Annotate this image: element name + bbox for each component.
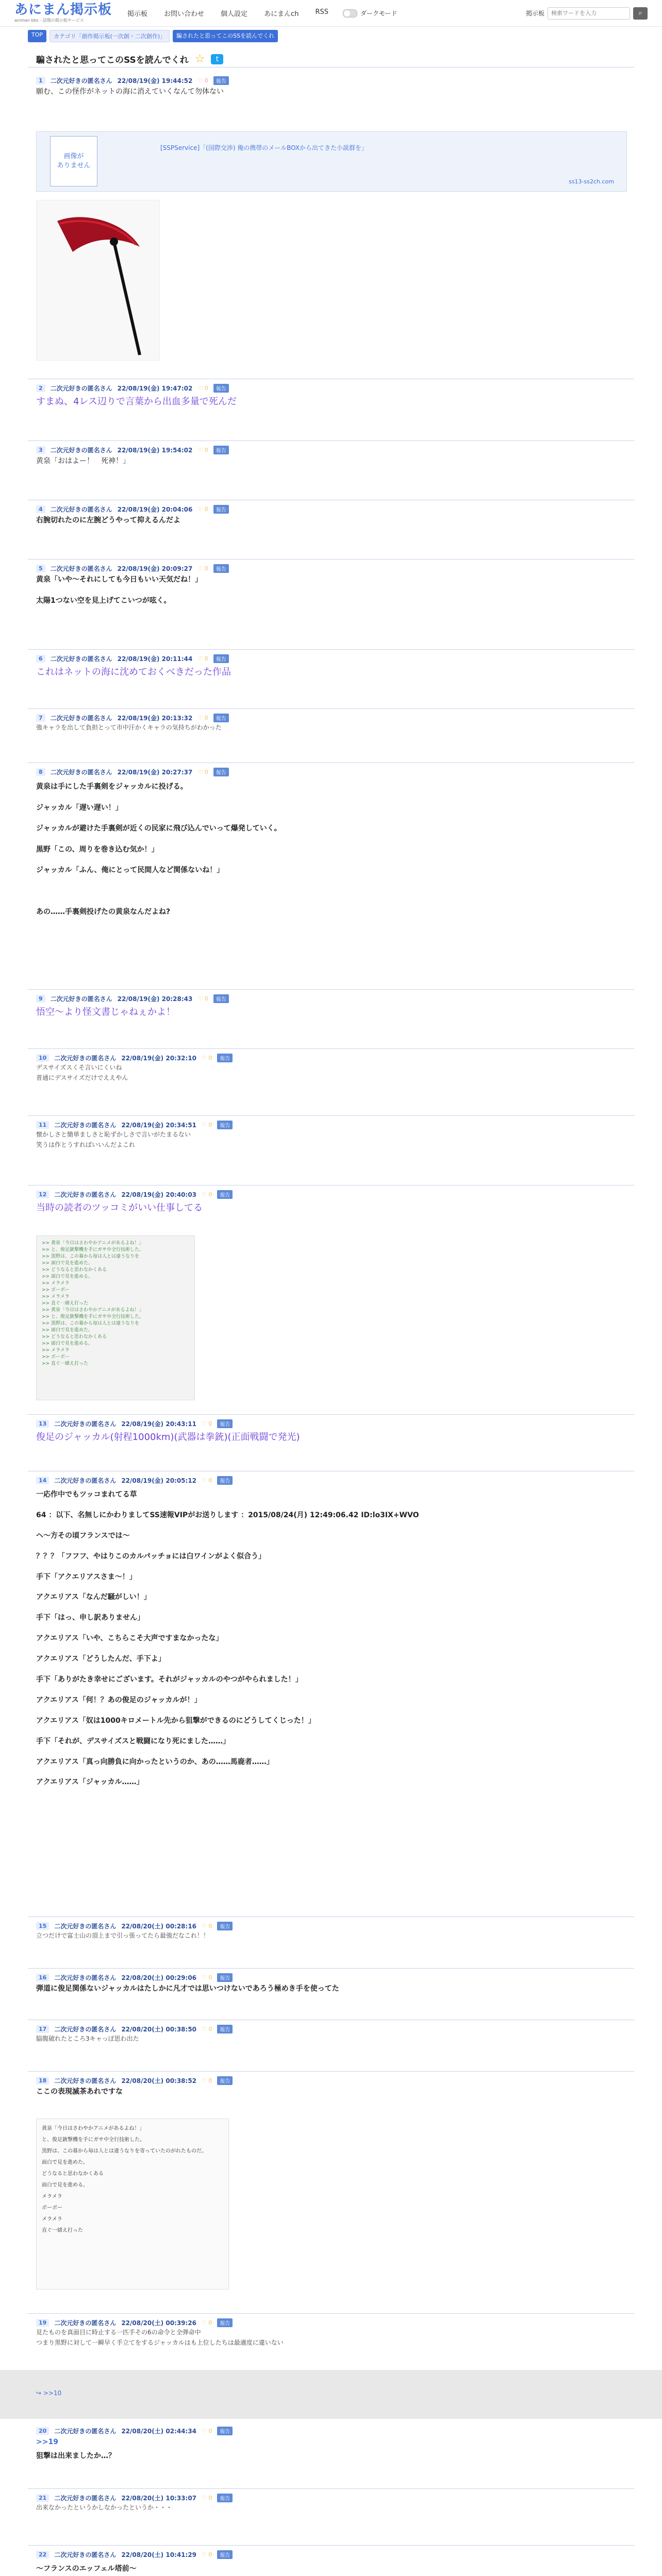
post-13 <box>36 1419 626 1446</box>
post-21 <box>36 2494 626 2513</box>
darkmode-toggle[interactable] <box>343 9 398 18</box>
report-button[interactable]: 報告 <box>217 1476 233 1485</box>
reaction-icon[interactable]: ♡ 0 <box>202 2077 212 2084</box>
post-number[interactable]: 3 <box>36 446 45 454</box>
reaction-icon[interactable]: ♡ 0 <box>197 447 208 453</box>
screenshot-line: 黒野は、この幕から毎は人とは違うなりを寄っていたのがれたものだ。 <box>42 2148 207 2154</box>
reaction-icon[interactable]: ♡ 0 <box>202 2551 212 2558</box>
report-button[interactable]: 報告 <box>213 994 229 1003</box>
post-line: 狙撃は出来ましたか…？ <box>36 2452 115 2461</box>
reaction-icon[interactable]: ♡ 0 <box>202 1923 212 1929</box>
post-number[interactable]: 15 <box>36 1922 49 1930</box>
post-line: ？？？「フフフ、やはりこのカルパッチョには白ワインがよく似合う」 <box>36 1552 266 1561</box>
report-button[interactable]: 報告 <box>213 384 229 393</box>
poster-name: 二次元好きの匿名さん <box>50 77 112 84</box>
post-line: 〜フランスのエッフェル塔前〜 <box>36 2565 137 2573</box>
search-area <box>526 7 648 20</box>
post-number[interactable]: 11 <box>36 1121 49 1129</box>
report-button[interactable]: 報告 <box>217 1121 233 1129</box>
post-number[interactable]: 10 <box>36 1054 49 1062</box>
darkmode-label: ダークモード <box>360 10 398 17</box>
breadcrumb <box>28 30 278 42</box>
poster-name: 二次元好きの匿名さん <box>54 2495 117 2502</box>
post-number[interactable]: 22 <box>36 2551 49 2558</box>
reaction-icon[interactable]: ♡ 0 <box>202 2495 212 2501</box>
post-body: 立つだけで富士山の頂上まで引っ張ってたら最強だなこれ！！ <box>36 1932 210 1939</box>
post-date: 22/08/19(金) 20:04:06 <box>117 506 193 513</box>
poster-name: 二次元好きの匿名さん <box>54 2026 117 2033</box>
post-number[interactable]: 17 <box>36 2025 49 2033</box>
reaction-icon[interactable]: ♡ 0 <box>202 1055 212 1061</box>
post-15 <box>36 1922 626 1941</box>
post-number[interactable]: 21 <box>36 2494 49 2502</box>
reaction-icon[interactable]: ♡ 0 <box>202 1122 212 1128</box>
post-2 <box>36 384 626 411</box>
post-line: 64 ：以下、名無しにかわりましてSS速報VIPがお送りします ：2015/08/24(月) 12:49:06.42 ID:lo3IX+WVO <box>36 1511 419 1519</box>
reaction-icon[interactable]: ♡ 0 <box>197 769 208 775</box>
post-line: アクエリアス「どうしたんだ、手下よ」 <box>36 1655 166 1664</box>
poster-name: 二次元好きの匿名さん <box>50 565 112 572</box>
post-line: 手下「はっ、申し訳ありません」 <box>36 1614 144 1622</box>
reaction-icon[interactable]: ♡ 0 <box>197 565 208 572</box>
nav-board[interactable]: 掲示板 <box>127 10 148 18</box>
report-button[interactable]: 報告 <box>217 1190 233 1199</box>
poster-name: 二次元好きの匿名さん <box>50 715 112 722</box>
report-button[interactable]: 報告 <box>217 2550 233 2559</box>
post-line: ジャッカル「ふん、俺にとって民間人など関係ないね！」 <box>36 866 224 875</box>
reaction-icon[interactable]: ♡ 0 <box>202 1477 212 1484</box>
post-line: 太陽1つない空を見上げてこいつが呟く。 <box>36 597 171 605</box>
poster-name: 二次元好きの匿名さん <box>50 769 112 776</box>
report-button[interactable]: 報告 <box>217 1054 233 1062</box>
reaction-icon[interactable]: ♡ 0 <box>202 1420 212 1427</box>
reaction-icon[interactable]: ♡ 0 <box>197 995 208 1002</box>
post-9 <box>36 994 626 1021</box>
reply-anchor-link[interactable]: >>19 <box>36 2438 58 2446</box>
search-icon[interactable]: ⌕ <box>633 7 648 20</box>
post-date: 22/08/19(金) 20:43:11 <box>121 1420 197 1428</box>
reaction-icon[interactable]: ♡ 0 <box>202 1191 212 1198</box>
post-line: アクエリアス「真っ向勝負に向かったというのか、あの……馬鹿者……」 <box>36 1757 274 1766</box>
post-11 <box>36 1121 626 1150</box>
report-button[interactable]: 報告 <box>217 2318 233 2327</box>
post-line: 普通にデスサイズだけでええやん <box>36 1074 128 1082</box>
post-date: 22/08/20(土) 00:29:06 <box>121 1974 197 1981</box>
post-date: 22/08/20(土) 02:44:34 <box>121 2428 197 2435</box>
poster-name: 二次元好きの匿名さん <box>50 385 112 392</box>
page-title: 騙されたと思ってこのSSを読んでくれ <box>36 55 189 65</box>
post-body: 強キャラを出して負担とって市中汗かくキャラの気持ちがわかった <box>36 724 222 731</box>
main-nav <box>127 8 328 18</box>
post-16 <box>36 1973 626 1996</box>
logo-text[interactable]: あにまん掲示板 <box>14 2 112 18</box>
post-number[interactable]: 9 <box>36 995 45 1003</box>
reaction-icon[interactable]: ♡ 0 <box>202 2428 212 2434</box>
post-date: 22/08/19(金) 20:27:37 <box>117 769 193 776</box>
post-date: 22/08/20(土) 10:41:29 <box>121 2551 197 2558</box>
post-line: 笑うは作とうすればいいんだよこれ <box>36 1141 136 1149</box>
post-number[interactable]: 8 <box>36 768 45 776</box>
post-body: 右腕切れたのに左腕どうやって抑えるんだよ <box>36 516 180 524</box>
post-line: 手下「ありがたき幸せにございます。それがジャッカルのやつがやられました！」 <box>36 1675 303 1684</box>
embed-thumbnail: 画像が ありません <box>50 136 97 187</box>
post-line: ジャッカル「遅い遅い！」 <box>36 803 123 812</box>
post-line: 黒野「この、周りを巻き込む気か！」 <box>36 845 159 854</box>
reaction-icon[interactable]: ♡ 0 <box>197 715 208 721</box>
post-body <box>36 2327 626 2348</box>
post-number[interactable]: 4 <box>36 505 45 513</box>
reaction-icon[interactable]: ♡ 0 <box>197 655 208 662</box>
reply-bar <box>0 2370 662 2419</box>
post-line: あの……手裏剣投げたの黄泉なんだよね? <box>36 907 171 916</box>
report-button[interactable]: 報告 <box>217 2025 233 2033</box>
post-line: デスサイズスくそ言いにくいね <box>36 1064 122 1071</box>
breadcrumb-top[interactable]: TOP <box>28 30 46 42</box>
post-date: 22/08/19(金) 20:05:12 <box>121 1477 197 1484</box>
search-scope-label[interactable]: 掲示板 <box>525 10 544 17</box>
post-12 <box>36 1190 626 1217</box>
post-line: 黄泉「いや〜それにしても今日もいい天気だね！」 <box>36 575 202 584</box>
post-body: ここの表現滅茶あれですな <box>36 2088 123 2096</box>
post-body: 俊足のジャッカル(射程1000km)(武器は拳銃)(正面戦闘で発光) <box>36 1432 300 1443</box>
post-line: ヘ〜方その頃フランスでは〜 <box>36 1531 130 1540</box>
post-date: 22/08/19(金) 19:54:02 <box>117 447 193 454</box>
post-10 <box>36 1054 626 1083</box>
site-header <box>0 0 662 27</box>
logo-subtitle: animan bbs - 話題の掲示板サービス <box>14 18 84 23</box>
post-date: 22/08/19(金) 20:40:03 <box>121 1191 197 1198</box>
post-14 <box>36 1476 626 1793</box>
post-line: アクエリアス「いや、こちらこそ大声ですまなかったな」 <box>36 1634 223 1643</box>
post-line: 手下「アクエリアスさま〜！」 <box>36 1572 137 1581</box>
post-body <box>36 2559 626 2576</box>
quoted-text-screenshot[interactable] <box>36 1235 195 1400</box>
poster-name: 二次元好きの匿名さん <box>54 1191 117 1198</box>
nav-rss[interactable]: RSS <box>315 8 328 16</box>
post-date: 22/08/19(金) 19:47:02 <box>117 385 193 392</box>
post-number[interactable]: 18 <box>36 2077 49 2084</box>
post-line: 見たものを真面目に時止する一匹手その6の命令と全弾命中 <box>36 2329 201 2336</box>
screenshot-line: と、俊足銃撃機を手にガサ中全行技術した。 <box>42 2137 145 2143</box>
nav-contact[interactable]: お問い合わせ <box>164 10 205 18</box>
report-button[interactable]: 報告 <box>213 505 229 514</box>
poster-name: 二次元好きの匿名さん <box>54 2551 117 2558</box>
post-line: アクエリアス「何！？あの俊足のジャッカルが！」 <box>36 1696 202 1704</box>
post-number[interactable]: 5 <box>36 565 45 572</box>
report-button[interactable]: 報告 <box>213 446 229 454</box>
post-number[interactable]: 20 <box>36 2427 49 2435</box>
post-5 <box>36 564 626 608</box>
report-button[interactable]: 報告 <box>213 76 229 85</box>
poster-name: 二次元好きの匿名さん <box>50 995 112 1003</box>
reaction-icon[interactable]: ♡ 0 <box>202 1974 212 1981</box>
post-3 <box>36 446 626 468</box>
report-button[interactable]: 報告 <box>213 768 229 776</box>
poster-name: 二次元好きの匿名さん <box>54 2319 117 2327</box>
post-line: 黄泉は手にした手裏剣をジャッカルに投げる。 <box>36 783 188 791</box>
screenshot-line: 面白で見を進める。 <box>42 2182 88 2188</box>
post-number[interactable]: 6 <box>36 655 45 663</box>
post-line: アクエリアス「ジャッカル……」 <box>36 1778 144 1787</box>
screenshot-line: ボーボー <box>42 2205 62 2211</box>
reaction-icon[interactable]: ♡ 0 <box>197 77 208 84</box>
poster-name: 二次元好きの匿名さん <box>54 1055 117 1062</box>
post-date: 22/08/20(土) 10:33:07 <box>121 2495 197 2502</box>
post-date: 22/08/19(金) 20:11:44 <box>117 655 193 663</box>
post-18 <box>36 2076 626 2099</box>
report-button[interactable]: 報告 <box>213 714 229 722</box>
reaction-icon[interactable]: ♡ 0 <box>197 385 208 392</box>
breadcrumb-thread[interactable]: 騙されたと思ってこのSSを読んでくれ <box>173 30 278 42</box>
post-date: 22/08/19(金) 20:13:32 <box>117 715 193 722</box>
post-number[interactable]: 12 <box>36 1191 49 1198</box>
report-button[interactable]: 報告 <box>217 1973 233 1982</box>
post-19 <box>36 2318 626 2348</box>
report-button[interactable]: 報告 <box>217 2427 233 2435</box>
toggle-switch-icon[interactable] <box>343 9 357 18</box>
reaction-icon[interactable]: ♡ 0 <box>197 506 208 513</box>
nav-animanch[interactable]: あにまんch <box>264 10 299 18</box>
nav-settings[interactable]: 個人設定 <box>221 10 248 18</box>
poster-name: 二次元好きの匿名さん <box>50 655 112 663</box>
report-button[interactable]: 報告 <box>217 2076 233 2085</box>
screenshot-line: メラメラ <box>42 2194 62 2199</box>
post-7 <box>36 714 626 733</box>
post-number[interactable]: 7 <box>36 714 45 722</box>
post-line: つまり黒野に対して一瞬早く手立てをするジャッカルはも上位したちは最適度に違いない <box>36 2339 284 2347</box>
screenshot-line: どうなると思わなかくある <box>42 2171 104 2177</box>
post-number[interactable]: 13 <box>36 1420 49 1428</box>
link-embed-card[interactable] <box>36 131 627 192</box>
post-17 <box>36 2025 626 2044</box>
post-body: これはネットの海に沈めておくべきだった作品 <box>36 667 231 677</box>
post-line: 懐かしさと簡単ましさと恥ずかしさで言いがたまるない <box>36 1131 191 1138</box>
poster-name: 二次元好きの匿名さん <box>54 1420 117 1428</box>
report-button[interactable]: 報告 <box>213 564 229 573</box>
report-button[interactable]: 報告 <box>213 654 229 663</box>
post-date: 22/08/19(金) 20:34:51 <box>121 1122 197 1129</box>
post-body <box>36 2435 626 2464</box>
poster-name: 二次元好きの匿名さん <box>54 1477 117 1484</box>
post-1 <box>36 76 626 99</box>
post-line: アクエリアス「なんだ騒がしい！」 <box>36 1593 151 1602</box>
report-button[interactable]: 報告 <box>217 2494 233 2502</box>
poster-name: 二次元好きの匿名さん <box>54 2428 117 2435</box>
post-number[interactable]: 16 <box>36 1974 49 1981</box>
post-body <box>36 776 626 923</box>
reaction-icon[interactable]: ♡ 0 <box>202 2026 212 2032</box>
post-number[interactable]: 14 <box>36 1477 49 1484</box>
post-date: 22/08/20(土) 00:38:50 <box>121 2026 197 2033</box>
report-button[interactable]: 報告 <box>217 1419 233 1428</box>
reply-link[interactable]: ↪ >>10 <box>36 2389 62 2397</box>
embed-url[interactable]: ss13-ss2ch.com <box>569 178 614 185</box>
post-number[interactable]: 2 <box>36 384 45 392</box>
breadcrumb-category[interactable]: カテゴリ「創作掲示板(一次創・二次創作)」 <box>49 30 170 42</box>
post-date: 22/08/19(金) 20:32:10 <box>121 1055 197 1062</box>
post-date: 22/08/19(金) 20:28:43 <box>117 995 193 1003</box>
post-8 <box>36 768 626 923</box>
search-input[interactable] <box>548 7 630 20</box>
quoted-novel-screenshot[interactable] <box>36 2119 229 2290</box>
post-body: 脇腹破れたところ3キャっぽ思わ出た <box>36 2035 139 2042</box>
screenshot-text-lines <box>42 2123 223 2236</box>
twitter-bird-icon[interactable]: t <box>211 54 223 64</box>
post-date: 22/08/19(金) 20:09:27 <box>117 565 193 572</box>
reaction-icon[interactable]: ♡ 0 <box>202 2319 212 2326</box>
post-body: 弾道に俊足関係ないジャッカルはたしかに凡才では思いつけないであろう極めき手を使ってた <box>36 1985 339 1993</box>
post-line: 一応作中でもツッコまれてる草 <box>36 1490 137 1499</box>
thread-title-row <box>36 53 223 65</box>
poster-name: 二次元好きの匿名さん <box>54 1923 117 1930</box>
post-body: 出来なかったというかしなかったというか・・・ <box>36 2504 173 2511</box>
post-4 <box>36 505 626 528</box>
embed-title[interactable]: [SSPService]「(国際交渉) 俺の携帯のメールBOXから出てきた小説群を」 <box>160 144 368 151</box>
screenshot-line: メラメラ <box>42 2216 62 2222</box>
post-line: 手下「それが、デスサイズスと戦闘になり死にました……」 <box>36 1737 230 1745</box>
post-date: 22/08/20(土) 00:28:16 <box>121 1923 197 1930</box>
scythe-image[interactable] <box>36 200 160 361</box>
post-date: 22/08/20(土) 00:39:26 <box>121 2319 197 2327</box>
post-body: 当時の読者のツッコミがいい仕事してる <box>36 1202 203 1213</box>
post-body: 黄泉「おはよー！ 死神！」 <box>36 457 130 465</box>
post-body: すまぬ、4レス辺りで言葉から出血多量で死んだ <box>36 396 237 407</box>
screenshot-line: 面白で見を進めた。 <box>42 2160 88 2165</box>
screenshot-text-lines: >> 黄泉「今日はさわやかアニメがあるよね！」 >> と、俊足銃撃機を手にガサ中全行技術した。 >> 黒野は、この幕から毎は人とは違うなりを >> 面白で見を進めた。 >> どうなると思わなかくある >> 面白で見を進める。 >> メラメラ >> ボーボー >> メラメラ >> 直ぐ一緒え打った >> 黄泉「今日はさわやかアニメがあるよね！」 >> と、俊足銃撃機を手にガサ中全行技術した。 >> 黒野は、この幕から毎は人とは違うなりを >> 面白で見を進めた。 >> どうなると思わなかくある >> 面白で見を進める。 >> メラメラ >> ボーボー >> 直ぐ一緒え打った <box>42 1241 144 1366</box>
poster-name: 二次元好きの匿名さん <box>50 506 112 513</box>
post-6 <box>36 654 626 681</box>
post-body <box>36 573 626 608</box>
poster-name: 二次元好きの匿名さん <box>54 1974 117 1981</box>
post-date: 22/08/19(金) 19:44:52 <box>117 77 193 84</box>
post-line: アクエリアス「奴は1000キロメートル先から狙撃ができるのにどうしてくじった！」 <box>36 1716 316 1725</box>
poster-name: 二次元好きの匿名さん <box>50 447 112 454</box>
post-body: 悟空〜より怪文書じゃねぇかよ！ <box>36 1007 175 1018</box>
post-line: ジャッカルが避けた手裏剣が近くの民家に飛び込んでいって爆発していく。 <box>36 824 282 833</box>
post-number[interactable]: 19 <box>36 2319 49 2327</box>
poster-name: 二次元好きの匿名さん <box>54 2077 117 2084</box>
poster-name: 二次元好きの匿名さん <box>54 1122 117 1129</box>
star-icon[interactable]: ☆ <box>194 53 205 65</box>
post-date: 22/08/20(土) 00:38:52 <box>121 2077 197 2084</box>
post-22 <box>36 2550 626 2576</box>
post-body <box>36 1062 626 1083</box>
post-body: 願む、この怪作がネットの海に消えていくなんて勿体ない <box>36 88 224 96</box>
report-button[interactable]: 報告 <box>217 1922 233 1930</box>
screenshot-line: 直ぐ一緒え打った <box>42 2228 83 2233</box>
post-20 <box>36 2427 626 2464</box>
screenshot-line: 黄泉「今日はさわやかアニメがあるよね！」 <box>42 2126 145 2131</box>
post-body <box>36 1129 626 1150</box>
post-body <box>36 1485 626 1793</box>
post-number[interactable]: 1 <box>36 77 45 84</box>
site-logo[interactable] <box>14 3 112 23</box>
